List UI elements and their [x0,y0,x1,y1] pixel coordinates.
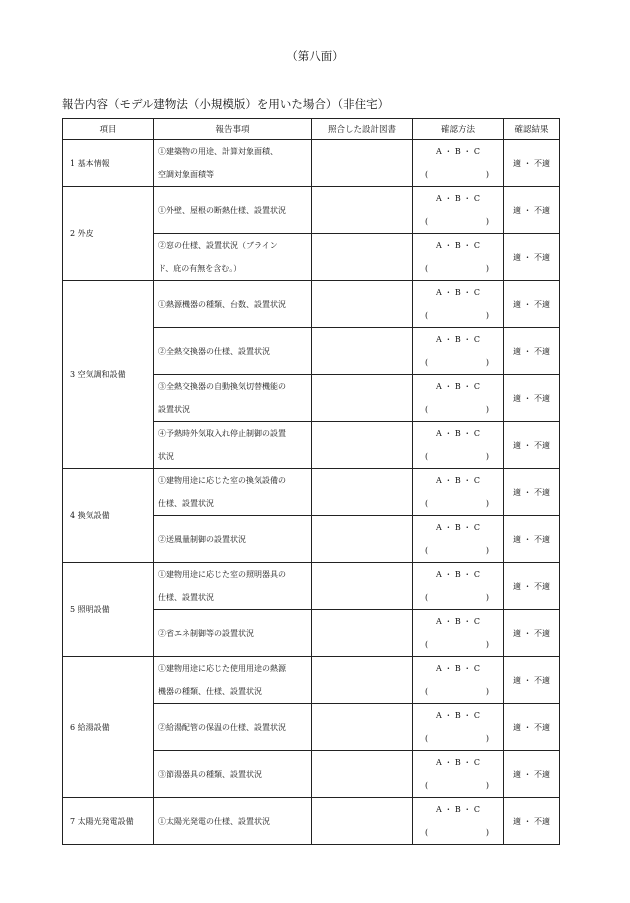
confirmation-method-cell[interactable] [413,187,504,234]
confirmation-method-cell[interactable] [413,798,504,845]
paren-open: ( [425,405,429,414]
paren-close: ) [485,264,489,273]
table-row [63,187,560,234]
report-table [62,118,560,845]
confirmation-result[interactable]: 適 ・ 不適 [504,516,560,563]
report-matter-line: ③全熱交換器の自動換気切替機能の [158,382,286,391]
confirmation-result[interactable]: 適 ・ 不適 [504,563,560,610]
report-matter-line: 機器の種類、仕様、設置状況 [158,687,262,696]
report-matter-line: 空調対象面積等 [158,170,214,179]
method-note [413,492,503,515]
method-options[interactable]: A ・ B ・ C [436,570,480,579]
table-row [63,140,560,187]
table-row [63,281,560,328]
paren-close: ) [485,828,489,837]
design-document-cell[interactable] [312,657,413,704]
design-document-cell[interactable] [312,140,413,187]
report-matter-line: 状況 [158,452,174,461]
report-matter-line: ①外壁、屋根の断熱仕様、設置状況 [158,205,286,215]
confirmation-result[interactable]: 適 ・ 不適 [504,657,560,704]
paren-open: ( [425,546,429,555]
design-document-cell[interactable] [312,422,413,469]
paren-open: ( [425,734,429,743]
category-label: 5 照明設備 [63,563,154,657]
category-label: 2 外皮 [63,187,154,281]
method-note [413,821,503,844]
method-note [413,210,503,233]
category-label: 4 換気設備 [63,469,154,563]
header-confirmation-method: 確認方法 [413,119,504,140]
report-matter [154,187,312,234]
confirmation-method-cell[interactable] [413,657,504,704]
table-row [63,798,560,845]
report-matter-line: ①太陽光発電の仕様、設置状況 [158,816,270,826]
confirmation-method-cell[interactable] [413,234,504,281]
method-options[interactable]: A ・ B ・ C [436,147,480,156]
report-matter-line: ②送風量制御の設置状況 [158,534,246,544]
category-label: 1 基本情報 [63,140,154,187]
paren-open: ( [425,781,429,790]
design-document-cell[interactable] [312,234,413,281]
method-note [413,257,503,280]
method-options[interactable]: A ・ B ・ C [436,476,480,485]
table-body [63,140,560,845]
report-matter [154,469,312,516]
category-label: 7 太陽光発電設備 [63,798,154,845]
method-note [413,539,503,562]
confirmation-method-cell[interactable] [413,563,504,610]
method-options[interactable]: A ・ B ・ C [436,805,480,814]
paren-close: ) [485,358,489,367]
method-options[interactable]: A ・ B ・ C [436,664,480,673]
confirmation-method-cell[interactable] [413,328,504,375]
report-matter-line: ①建物用途に応じた室の照明器具の [158,570,286,579]
header-report-matter: 報告事項 [154,119,312,140]
design-document-cell[interactable] [312,798,413,845]
method-note [413,445,503,468]
paren-close: ) [485,546,489,555]
confirmation-result[interactable]: 適 ・ 不適 [504,187,560,234]
method-options[interactable]: A ・ B ・ C [436,523,480,532]
report-matter [154,140,312,187]
paren-open: ( [425,499,429,508]
report-matter [154,281,312,328]
confirmation-result[interactable]: 適 ・ 不適 [504,610,560,657]
report-matter-line: ①建物用途に応じた使用用途の熱源 [158,664,286,673]
paren-open: ( [425,264,429,273]
method-note [413,351,503,374]
method-options[interactable]: A ・ B ・ C [436,758,480,767]
method-options[interactable]: A ・ B ・ C [436,429,480,438]
design-document-cell[interactable] [312,187,413,234]
paren-close: ) [485,452,489,461]
method-options[interactable]: A ・ B ・ C [436,711,480,720]
design-document-cell[interactable] [312,281,413,328]
confirmation-method-cell[interactable] [413,516,504,563]
header-row [63,119,560,140]
report-matter [154,375,312,422]
report-matter-line: 仕様、設置状況 [158,593,214,602]
method-options[interactable]: A ・ B ・ C [436,194,480,203]
paren-close: ) [485,499,489,508]
report-matter [154,798,312,845]
report-matter [154,422,312,469]
header-item: 項目 [63,119,154,140]
confirmation-method-cell[interactable] [413,422,504,469]
report-matter-line: ①建物用途に応じた室の換気設備の [158,476,286,485]
paren-open: ( [425,687,429,696]
design-document-cell[interactable] [312,704,413,751]
paren-open: ( [425,358,429,367]
method-options[interactable]: A ・ B ・ C [436,617,480,626]
confirmation-method-cell[interactable] [413,140,504,187]
table-row [63,657,560,704]
method-note [413,774,503,797]
design-document-cell[interactable] [312,751,413,798]
confirmation-result[interactable]: 適 ・ 不適 [504,469,560,516]
report-matter-line: ②給湯配管の保温の仕様、設置状況 [158,722,286,732]
method-options[interactable]: A ・ B ・ C [436,241,480,250]
paren-open: ( [425,217,429,226]
report-matter [154,751,312,798]
design-document-cell[interactable] [312,328,413,375]
paren-close: ) [485,781,489,790]
category-label: 3 空気調和設備 [63,281,154,469]
report-matter-line: ②全熱交換器の仕様、設置状況 [158,346,270,356]
design-document-cell[interactable] [312,469,413,516]
design-document-cell[interactable] [312,375,413,422]
method-note [413,163,503,186]
header-design-documents: 照合した設計図書 [312,119,413,140]
category-label: 6 給湯設備 [63,657,154,798]
confirmation-method-cell[interactable] [413,281,504,328]
method-note [413,633,503,656]
method-options[interactable]: A ・ B ・ C [436,382,480,391]
design-document-cell[interactable] [312,516,413,563]
report-matter [154,234,312,281]
confirmation-result[interactable]: 適 ・ 不適 [504,704,560,751]
design-document-cell[interactable] [312,563,413,610]
paren-open: ( [425,640,429,649]
report-matter-line: 仕様、設置状況 [158,499,214,508]
paren-close: ) [485,687,489,696]
report-matter [154,516,312,563]
confirmation-result[interactable]: 適 ・ 不適 [504,281,560,328]
page-label: （第八面） [286,49,344,63]
report-matter-line: ①熱源機器の種類、台数、設置状況 [158,299,286,309]
confirmation-method-cell[interactable] [413,469,504,516]
confirmation-method-cell[interactable] [413,751,504,798]
header-confirmation-result: 確認結果 [504,119,560,140]
paren-close: ) [485,640,489,649]
method-options[interactable]: A ・ B ・ C [436,288,480,297]
method-note [413,304,503,327]
confirmation-result[interactable]: 適 ・ 不適 [504,234,560,281]
design-document-cell[interactable] [312,610,413,657]
table-row [63,469,560,516]
report-matter-line: ②省エネ制御等の設置状況 [158,628,254,638]
confirmation-result[interactable]: 適 ・ 不適 [504,328,560,375]
paren-close: ) [485,405,489,414]
report-matter-line: ①建築物の用途、計算対象面積、 [158,147,278,156]
confirmation-result[interactable]: 適 ・ 不適 [504,375,560,422]
paren-open: ( [425,828,429,837]
confirmation-method-cell[interactable] [413,610,504,657]
method-note [413,586,503,609]
method-note [413,727,503,750]
report-matter-line: ④予熱時外気取入れ停止制御の設置 [158,429,286,438]
report-matter [154,610,312,657]
report-matter [154,704,312,751]
paren-open: ( [425,452,429,461]
paren-close: ) [485,593,489,602]
paren-close: ) [485,170,489,179]
confirmation-method-cell[interactable] [413,704,504,751]
confirmation-method-cell[interactable] [413,375,504,422]
confirmation-result[interactable]: 適 ・ 不適 [504,422,560,469]
method-options[interactable]: A ・ B ・ C [436,335,480,344]
paren-close: ) [485,311,489,320]
report-matter [154,657,312,704]
confirmation-result[interactable]: 適 ・ 不適 [504,751,560,798]
report-matter-line: ド、庇の有無を含む。） [158,264,242,273]
table-row [63,563,560,610]
method-note [413,398,503,421]
paren-open: ( [425,170,429,179]
paren-close: ) [485,217,489,226]
report-matter-line: ②窓の仕様、設置状況（ブライン [158,241,278,250]
report-matter-line: ③節湯器具の種類、設置状況 [158,769,262,779]
confirmation-result[interactable]: 適 ・ 不適 [504,798,560,845]
paren-open: ( [425,593,429,602]
report-matter-line: 設置状況 [158,405,190,414]
report-matter [154,563,312,610]
paren-open: ( [425,311,429,320]
method-note [413,680,503,703]
confirmation-result[interactable]: 適 ・ 不適 [504,140,560,187]
document-title: 報告内容（モデル建物法（小規模版）を用いた場合）（非住宅） [62,97,390,111]
report-matter [154,328,312,375]
paren-close: ) [485,734,489,743]
